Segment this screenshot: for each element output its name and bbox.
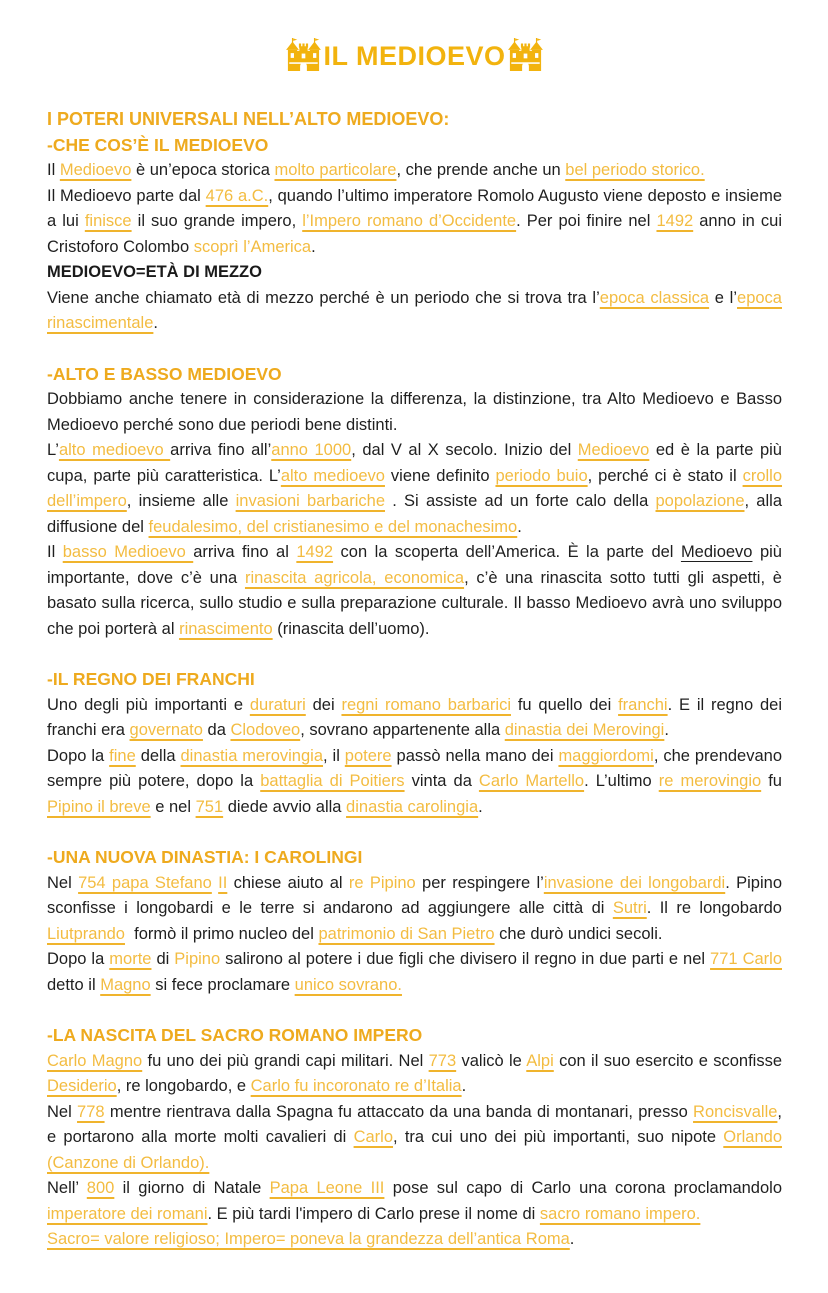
spacer bbox=[47, 642, 782, 667]
highlighted-term: epoca classica bbox=[599, 288, 710, 307]
text-run: è un’epoca storica bbox=[131, 161, 275, 179]
text-run: arriva fino all’ bbox=[170, 441, 272, 459]
document-body bbox=[47, 107, 782, 1253]
highlighted-term: Magno bbox=[100, 975, 151, 994]
highlighted-term: basso Medioevo bbox=[62, 543, 194, 561]
highlighted-term: 1492 bbox=[656, 212, 694, 230]
text-run: formò il primo nucleo del bbox=[124, 924, 319, 943]
highlighted-term: 1492 bbox=[296, 543, 334, 561]
highlighted-term: finisce bbox=[84, 212, 132, 230]
highlighted-term: rinascita agricola, economica bbox=[244, 568, 465, 587]
text-run: Pipino bbox=[174, 950, 221, 968]
text-run: . bbox=[311, 237, 316, 256]
text-run: , che prendevano sempre più potere, dopo la bbox=[47, 746, 783, 790]
highlighted-term: 751 bbox=[195, 797, 224, 816]
paragraph bbox=[47, 1049, 782, 1100]
highlighted-term: II bbox=[218, 873, 228, 892]
text-run: anno in cui Cristoforo Colombo bbox=[47, 212, 783, 256]
highlighted-term: invasioni barbariche bbox=[235, 492, 386, 510]
text-run: . bbox=[153, 314, 158, 332]
text-run: di bbox=[151, 950, 175, 968]
text-run: L’ bbox=[47, 441, 59, 459]
text-run: , dal V al X secolo. Inizio del bbox=[351, 441, 578, 459]
highlighted-term: Pipino il breve bbox=[47, 797, 151, 816]
paragraph bbox=[47, 871, 782, 948]
text-run: , che prende anche un bbox=[396, 161, 566, 179]
highlighted-term: anno 1000 bbox=[271, 441, 352, 459]
text-run: con il suo esercito e sconfisse bbox=[553, 1051, 783, 1070]
text-run: . E più tardi l'impero di Carlo prese il nome di bbox=[207, 1204, 540, 1223]
paragraph bbox=[47, 1227, 782, 1253]
text-run: della bbox=[135, 746, 181, 765]
highlighted-term: alto medioevo bbox=[280, 466, 385, 485]
text-run: Nel bbox=[47, 873, 79, 892]
text-run: , quando l’ultimo imperatore Romolo Augusto viene deposto e insieme a lui bbox=[47, 186, 782, 230]
text-run: . L’ultimo bbox=[584, 772, 659, 790]
text-run: dei bbox=[305, 695, 342, 714]
highlighted-term: 771 Carlo bbox=[710, 950, 782, 968]
text-run: più importante, dove c’è una bbox=[47, 543, 782, 587]
text-run: . Pipino sconfisse i longobardi e le terre si andarono ad aggiungere alle città di bbox=[47, 873, 782, 917]
highlighted-term: alto medioevo bbox=[58, 441, 171, 459]
highlighted-term: 773 bbox=[428, 1051, 457, 1070]
text-run: Il Medioevo parte dal bbox=[47, 186, 206, 205]
text-run: e nel bbox=[150, 797, 196, 816]
highlighted-term: Medioevo bbox=[577, 441, 650, 459]
section-heading: -LA NASCITA DEL SACRO ROMANO IMPERO bbox=[47, 1025, 423, 1045]
text-run: . bbox=[461, 1077, 467, 1095]
highlighted-term: patrimonio di San Pietro bbox=[318, 924, 495, 943]
highlighted-term: Carlo Magno bbox=[47, 1051, 143, 1070]
text-run: da bbox=[202, 721, 231, 739]
highlighted-term: 476 a.C. bbox=[205, 186, 269, 205]
highlighted-term: maggiordomi bbox=[558, 746, 654, 765]
paragraph bbox=[47, 158, 782, 184]
text-run: ed è la parte più cupa, parte più caratteristica. L’ bbox=[47, 441, 782, 485]
text-run: si fece proclamare bbox=[150, 975, 295, 994]
highlighted-term: Carlo Martello bbox=[478, 772, 585, 790]
spacer bbox=[47, 337, 782, 362]
text-run: fu uno dei più grandi capi militari. Nel bbox=[142, 1051, 429, 1070]
highlighted-term: Carlo fu incoronato re d’Italia bbox=[250, 1077, 462, 1095]
text-run: . bbox=[517, 517, 522, 536]
paragraph bbox=[47, 438, 782, 540]
text-run: che durò undici secoli. bbox=[494, 924, 663, 943]
text-run: fu bbox=[761, 772, 782, 790]
text-run: , re longobardo, e bbox=[116, 1077, 251, 1095]
paragraph bbox=[47, 1176, 782, 1227]
text-run: pose sul capo di Carlo una corona proclamandolo bbox=[384, 1179, 783, 1197]
highlighted-term: 800 bbox=[86, 1179, 115, 1197]
castle-icon bbox=[507, 38, 544, 71]
text-run: vinta da bbox=[404, 772, 479, 790]
highlighted-term: imperatore dei romani bbox=[47, 1204, 208, 1223]
text-run: con la scoperta dell’America. È la parte del bbox=[333, 543, 681, 561]
highlighted-term: epoca rinascimentale bbox=[47, 288, 782, 332]
text-run: Nel bbox=[47, 1102, 78, 1121]
highlighted-term: rinascimento bbox=[179, 619, 273, 638]
text-run: salirono al potere i due figli che divisero il regno in due parti e nel bbox=[220, 950, 711, 968]
paragraph bbox=[47, 286, 782, 337]
highlighted-term: morte bbox=[109, 950, 152, 968]
text-run: e l’ bbox=[709, 288, 738, 307]
text-run: scoprì l’America bbox=[193, 237, 312, 256]
text-run: Viene anche chiamato età di mezzo perché è un periodo che si trova tra l’ bbox=[47, 288, 600, 307]
text-run: il suo grande impero, bbox=[131, 212, 303, 230]
page-title: IL MEDIOEVO bbox=[323, 41, 506, 71]
text-run: MEDIOEVO=ETÀ DI MEZZO bbox=[47, 263, 262, 281]
section-heading: -IL REGNO DEI FRANCHI bbox=[47, 669, 255, 689]
text-run: . E il regno dei franchi era bbox=[47, 695, 783, 739]
highlighted-term: Orlando (Canzone di Orlando). bbox=[47, 1128, 782, 1172]
spacer bbox=[47, 998, 782, 1023]
text-run: , insieme alle bbox=[126, 492, 236, 510]
highlighted-term: Liutprando bbox=[47, 924, 125, 943]
highlighted-term: governato bbox=[129, 721, 203, 739]
text-run: fu quello dei bbox=[511, 695, 619, 714]
text-run: viene definito bbox=[384, 466, 496, 485]
text-run: . Per poi finire nel bbox=[516, 212, 657, 230]
highlighted-term: Sacro= valore religioso; Impero= poneva la grandezza dell’antica Roma bbox=[47, 1230, 570, 1248]
text-run: Dopo la bbox=[47, 950, 110, 968]
highlighted-term: molto particolare bbox=[274, 161, 397, 179]
text-run: Uno degli più importanti e bbox=[47, 695, 250, 714]
section-heading: -ALTO E BASSO MEDIOEVO bbox=[47, 363, 282, 384]
highlighted-term: sacro romano impero. bbox=[539, 1204, 701, 1223]
highlighted-term: Medioevo bbox=[59, 161, 132, 179]
text-run: , tra cui uno dei più importanti, suo nipote bbox=[393, 1128, 724, 1146]
highlighted-term: crollo dell’impero bbox=[47, 466, 783, 510]
text-run: , sovrano appartenente alla bbox=[300, 721, 505, 739]
highlighted-term: duraturi bbox=[249, 695, 306, 714]
text-run: diede avvio alla bbox=[223, 797, 347, 816]
paragraph bbox=[47, 184, 782, 261]
text-run: , il bbox=[323, 746, 345, 765]
text-run: Dobbiamo anche tenere in considerazione la differenza, la distinzione, tra Alto Medioevo e Basso Medioevo perché sono due periodi bene distinti. bbox=[47, 390, 782, 434]
text-run: per respingere l’ bbox=[415, 873, 544, 892]
text-run: Il bbox=[47, 161, 60, 179]
text-run: mentre rientrava dalla Spagna fu attaccato da una banda di montanari, presso bbox=[104, 1102, 694, 1121]
section-heading: -UNA NUOVA DINASTIA: I CAROLINGI bbox=[47, 847, 363, 867]
text-run: detto il bbox=[47, 975, 101, 994]
highlighted-term: invasione dei longobardi bbox=[543, 873, 726, 892]
highlighted-term: popolazione bbox=[655, 492, 745, 510]
highlighted-term: Desiderio bbox=[47, 1077, 117, 1095]
text-run: , c’è una rinascita sotto tutti gli aspetti, è basato sulla ricerca, sullo studio e sulla preparazione culturale. Il basso Medioevo avrà uno sviluppo che poi porterà al bbox=[47, 568, 782, 638]
text-run: . bbox=[664, 721, 669, 739]
text-run: . Il re longobardo bbox=[646, 899, 782, 917]
spacer bbox=[47, 820, 782, 845]
paragraph bbox=[47, 387, 782, 438]
text-run: il giorno di Natale bbox=[114, 1179, 270, 1197]
text-run: Il bbox=[47, 543, 63, 561]
text-run: . bbox=[478, 797, 483, 816]
text-run: , alla diffusione del bbox=[47, 492, 782, 536]
section-heading: -CHE COS’È IL MEDIOEVO bbox=[47, 134, 269, 155]
text-run: . bbox=[569, 1230, 575, 1248]
highlighted-term: Roncisvalle bbox=[693, 1102, 778, 1121]
text-run: arriva fino al bbox=[193, 543, 297, 561]
highlighted-term: feudalesimo, del cristianesimo e del monachesimo bbox=[148, 517, 518, 536]
text-run: , perché ci è stato il bbox=[587, 466, 743, 485]
text-run: . Si assiste ad un forte calo della bbox=[385, 492, 656, 510]
paragraph bbox=[47, 540, 782, 642]
text-run: Nell’ bbox=[47, 1179, 87, 1197]
highlighted-term: l’Impero romano d’Occidente bbox=[302, 212, 517, 230]
highlighted-term: regni romano barbarici bbox=[341, 695, 511, 714]
paragraph bbox=[47, 1100, 782, 1177]
highlighted-term: 778 bbox=[77, 1102, 105, 1121]
paragraph bbox=[47, 693, 782, 744]
castle-icon bbox=[285, 38, 322, 71]
text-run: , e portarono alla morte molti cavalieri di bbox=[47, 1102, 783, 1146]
highlighted-term: unico sovrano. bbox=[294, 975, 402, 994]
highlighted-term: 754 papa Stefano bbox=[78, 873, 212, 892]
text-run: valicò le bbox=[456, 1051, 527, 1070]
highlighted-term: potere bbox=[344, 746, 392, 765]
highlighted-term: franchi bbox=[618, 695, 668, 714]
text-run: Medioevo bbox=[680, 543, 753, 561]
highlighted-term: periodo buio bbox=[495, 466, 588, 485]
highlighted-term: bel periodo storico. bbox=[565, 161, 705, 179]
highlighted-term: Clodoveo bbox=[230, 721, 301, 739]
highlighted-term: Papa Leone III bbox=[269, 1179, 385, 1197]
text-run: (rinascita dell’uomo). bbox=[272, 619, 430, 638]
document-title-row bbox=[47, 38, 782, 75]
highlighted-term: dinastia carolingia bbox=[346, 797, 479, 816]
highlighted-term: Sutri bbox=[612, 899, 647, 917]
highlighted-term: Carlo bbox=[353, 1128, 394, 1146]
highlighted-term: re merovingio bbox=[658, 772, 762, 790]
highlighted-term: dinastia merovingia bbox=[180, 746, 324, 765]
text-run: re Pipino bbox=[348, 873, 416, 892]
highlighted-term: Alpi bbox=[526, 1051, 554, 1070]
text-run: Dopo la bbox=[47, 746, 110, 765]
paragraph bbox=[47, 260, 782, 286]
section-heading: I POTERI UNIVERSALI NELL’ALTO MEDIOEVO: bbox=[47, 109, 450, 129]
text-run: chiese aiuto al bbox=[227, 873, 349, 892]
highlighted-term: fine bbox=[109, 746, 136, 765]
highlighted-term: battaglia di Poitiers bbox=[260, 772, 405, 790]
paragraph bbox=[47, 947, 782, 998]
highlighted-term: dinastia dei Merovingi bbox=[504, 721, 665, 739]
paragraph bbox=[47, 744, 782, 821]
text-run: passò nella mano dei bbox=[391, 746, 559, 765]
